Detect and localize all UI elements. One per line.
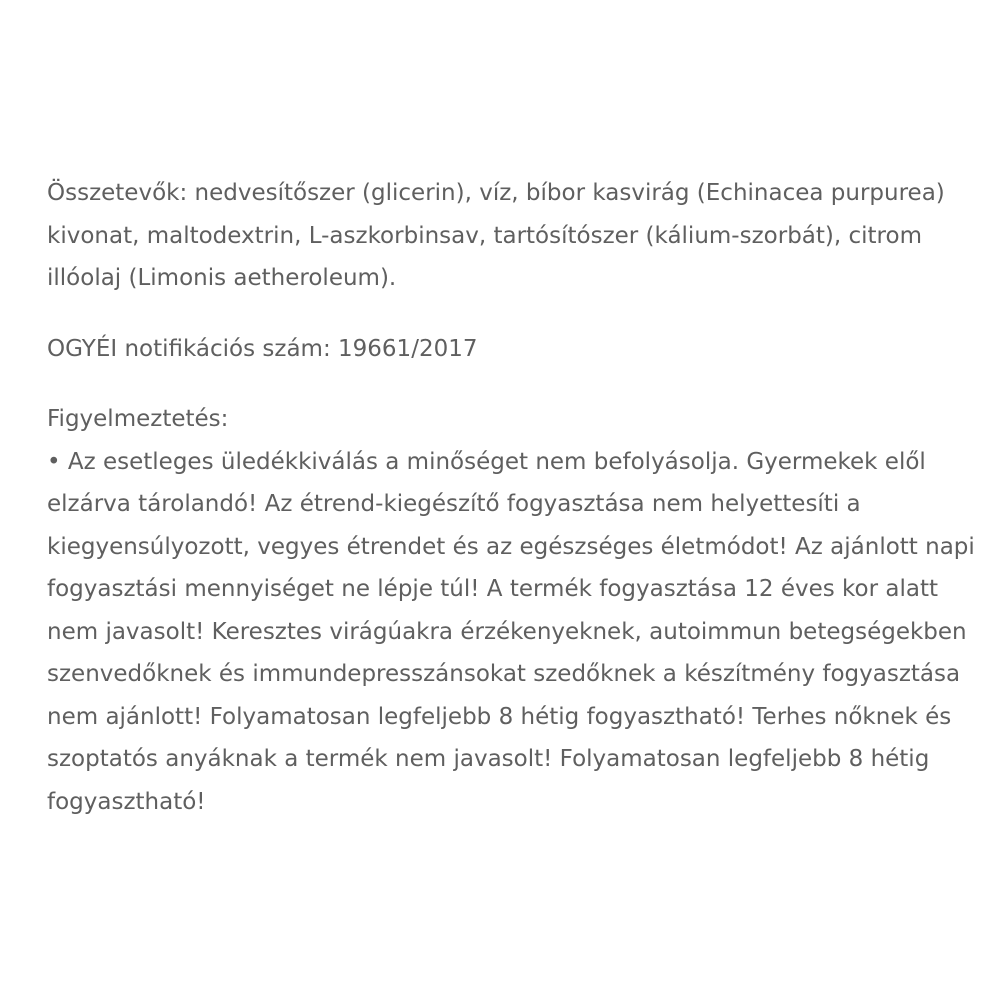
ingredients-paragraph — [47, 172, 977, 300]
product-info — [47, 172, 977, 823]
notification-number — [47, 328, 977, 371]
warning-title-text: Figyelmeztetés: — [47, 406, 229, 432]
ingredients-line: Összetevők: nedvesítőszer (glicerin), víz, bíbor kasvirág (Echinacea purpurea) — [47, 180, 945, 206]
warning-line: szenvedőknek és immundepresszánsokat szedőknek a készítmény fogyasztása — [47, 661, 961, 687]
ingredients-line: kivonat, maltodextrin, L-aszkorbinsav, tartósítószer (kálium-szorbát), citrom — [47, 222, 922, 249]
warning-text — [47, 441, 977, 824]
warning-line: nem javasolt! Keresztes virágúakra érzékenyeknek, autoimmun betegségekben — [47, 618, 967, 645]
ingredients-line: illóolaj (Limonis aetheroleum). — [47, 265, 397, 291]
warning-title — [47, 398, 977, 441]
warning-line: kiegyensúlyozott, vegyes étrendet és az egészséges életmódot! Az ajánlott napi — [47, 533, 975, 560]
warning-line: fogyasztási mennyiséget ne lépje túl! A termék fogyasztása 12 éves kor alatt — [47, 576, 939, 602]
warning-line: elzárva tárolandó! Az étrend-kiegészítő fogyasztása nem helyettesíti a — [47, 491, 861, 517]
notification-text: OGYÉI notifikációs szám: 19661/2017 — [47, 335, 478, 362]
warning-line: szoptatós anyáknak a termék nem javasolt! Folyamatosan legfeljebb 8 hétig — [47, 746, 930, 772]
warning-line: nem ajánlott! Folyamatosan legfeljebb 8 hétig fogyasztható! Terhes nőknek és — [47, 703, 952, 730]
warning-line: • Az esetleges üledékkiválás a minőséget nem befolyásolja. Gyermekek elől — [47, 448, 926, 475]
warning-line: fogyasztható! — [47, 788, 206, 815]
warning-section — [47, 398, 977, 823]
